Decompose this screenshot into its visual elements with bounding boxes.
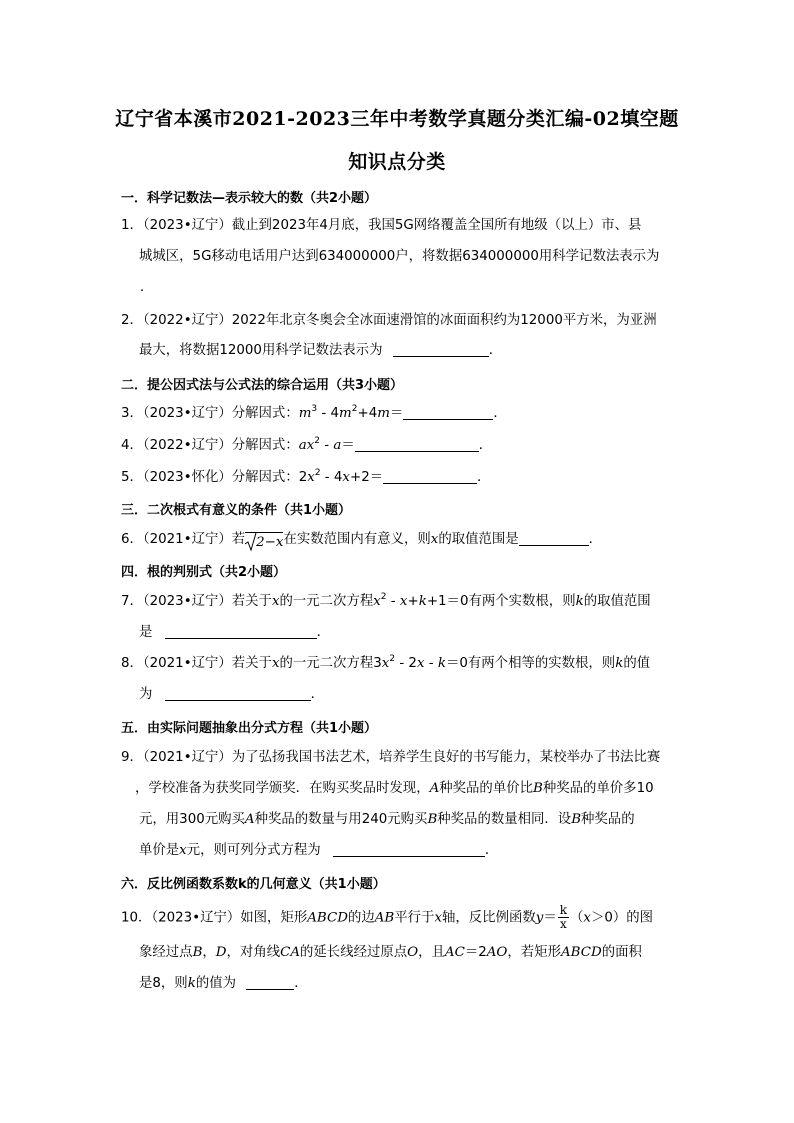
math-op: + — [407, 594, 419, 609]
question-number: 1． — [121, 218, 143, 233]
question-7-line-2 — [139, 623, 330, 643]
fraction — [558, 904, 569, 931]
math-op: - 4 — [320, 470, 343, 485]
question-text: 在实数范围内有意义，则 — [283, 532, 431, 547]
question-text: 的一元二次方程3 — [279, 656, 382, 671]
math-op: - — [386, 594, 400, 609]
question-number: 4． — [121, 438, 143, 453]
question-text: 是8，则 — [139, 976, 188, 991]
math-op: - 2 — [395, 656, 417, 671]
math-op: +2＝ — [349, 470, 384, 485]
math-op: ＝ — [341, 438, 355, 453]
question-number: 6． — [121, 532, 143, 547]
math-var: m — [339, 406, 352, 421]
answer-blank[interactable] — [333, 842, 485, 857]
math-var: x — [271, 594, 280, 609]
question-text: （2022•辽宁）分解因式： — [142, 438, 299, 453]
question-end: ． — [294, 976, 308, 991]
answer-blank[interactable] — [165, 624, 317, 639]
question-text: （2023•辽宁）截止到2023年4月底，我国5G网络覆盖全国所有地级（以上）市、县 — [142, 218, 642, 233]
math-op: （ — [570, 910, 584, 926]
question-end: ． — [488, 343, 503, 358]
question-5 — [121, 468, 491, 488]
math-var: m — [298, 406, 312, 421]
question-number: 3． — [121, 406, 143, 421]
question-text: ， — [202, 945, 216, 960]
math-var: O — [407, 945, 419, 960]
question-6 — [121, 530, 602, 553]
section-heading-6: 六．反比例函数系数k的几何意义（共1小题） — [121, 877, 386, 892]
math-var: A — [244, 812, 255, 827]
math-var: m — [377, 406, 390, 421]
question-text: ＝0有两个相等的实数根，则 — [445, 656, 616, 671]
question-text: 种奖品的数量相同．设 — [437, 812, 572, 827]
page-subtitle: 知识点分类 — [348, 151, 446, 173]
math-var: x — [430, 532, 439, 547]
question-text: 种奖品的 — [581, 812, 635, 827]
math-op: - — [424, 656, 438, 671]
question-text: ，学校准备为获奖同学颁奖．在购买奖品时发现， — [135, 781, 430, 796]
question-text: （2022•辽宁）2022年北京冬奥会全冰面速滑馆的冰面面积约为12000平方米，为亚洲 — [142, 313, 657, 328]
question-text: 最大，将数据12000用科学记数法表示为 — [139, 343, 383, 358]
denominator: x — [559, 917, 567, 931]
math-var: x — [271, 656, 280, 671]
question-text: （2021•辽宁）若 — [142, 532, 246, 547]
question-text: 的值 — [623, 656, 651, 671]
question-text: （2023•辽宁）如图，矩形 — [151, 910, 308, 926]
question-1 — [121, 216, 641, 236]
math-op: - 4 — [317, 406, 340, 421]
math-exp: 2 — [314, 436, 320, 446]
question-2 — [121, 311, 657, 331]
question-1-line-2: 城城区，5G移动电话用户达到634000000户，将数据634000000用科学记数法表示为 — [139, 249, 660, 264]
math-op: ＝2 — [464, 945, 487, 960]
question-9 — [121, 748, 660, 768]
math-var: B — [533, 781, 543, 796]
math-var: x — [342, 470, 350, 485]
question-text: ，且 — [418, 945, 445, 960]
math-var: AC — [444, 945, 465, 960]
math-var: x — [179, 843, 187, 858]
question-text: 种奖品的数量与用240元购买 — [254, 812, 428, 827]
math-op: ＝ — [389, 406, 404, 421]
question-text: ，对角线 — [226, 945, 281, 960]
question-3 — [121, 404, 507, 424]
question-number: 8． — [121, 656, 143, 671]
question-end: ． — [484, 843, 499, 858]
question-1-line-3: ． — [140, 280, 154, 295]
answer-blank[interactable] — [393, 342, 489, 357]
question-text: （2021•辽宁）为了弘扬我国书法艺术，培养学生良好的书写能力，某校举办了书法比赛 — [142, 750, 661, 765]
question-text: ＞0）的图 — [590, 910, 654, 926]
section-heading-4: 四．根的判别式（共2小题） — [121, 565, 287, 580]
question-text: +1＝0有两个实数根，则 — [426, 594, 576, 609]
question-text: （2023•怀化）分解因式： — [142, 470, 299, 485]
question-number: 2． — [121, 313, 143, 328]
question-9-line-3 — [139, 810, 635, 830]
question-number: 9． — [121, 750, 143, 765]
radical-sign-icon — [245, 532, 257, 552]
math-var: x — [381, 656, 390, 671]
answer-blank[interactable] — [355, 437, 479, 452]
math-var: ax — [298, 438, 315, 453]
question-text: 为 — [139, 687, 153, 702]
section-heading-5: 五．由实际问题抽象出分式方程（共1小题） — [121, 721, 378, 736]
question-text: （2021•辽宁）若关于 — [142, 656, 272, 671]
question-8-line-2 — [139, 685, 324, 705]
math-exp: 2 — [380, 592, 387, 602]
question-text: 的一元二次方程 — [279, 594, 374, 609]
question-number: 5． — [121, 470, 143, 485]
math-var: B — [427, 812, 438, 827]
question-text: 元，用300元购买 — [139, 812, 245, 827]
question-text: （2023•辽宁）分解因式： — [142, 406, 299, 421]
question-end: ． — [588, 532, 603, 547]
math-var: CA — [280, 945, 301, 960]
question-10 — [121, 904, 653, 931]
question-text: 象经过点 — [139, 945, 193, 960]
math-var: x — [434, 910, 443, 926]
answer-blank[interactable] — [165, 686, 311, 701]
question-text: 种奖品的单价多10 — [542, 781, 654, 796]
question-text: 单价是 — [139, 843, 180, 858]
math-var: x — [307, 470, 315, 485]
section-heading-2: 二．提公因式法与公式法的综合运用（共3小题） — [121, 378, 404, 393]
math-var: k — [575, 594, 584, 609]
math-var: x — [399, 594, 408, 609]
question-end: ． — [478, 438, 493, 453]
radicand: 2−x — [245, 532, 283, 553]
question-text: 的值为 — [195, 976, 236, 991]
math-exp: 2 — [389, 654, 396, 664]
math-var: k — [418, 594, 427, 609]
question-number: 10． — [121, 910, 152, 926]
question-8 — [121, 654, 650, 674]
math-op: ＝ — [543, 910, 557, 926]
numerator: k — [559, 903, 567, 917]
math-var: x — [583, 910, 591, 926]
math-var: B — [571, 812, 582, 827]
question-end: ． — [316, 625, 331, 640]
math-var: k — [187, 976, 196, 991]
question-9-line-4 — [139, 841, 498, 861]
question-text: 轴，反比例函数 — [442, 910, 536, 926]
question-number: 7． — [121, 594, 143, 609]
square-root — [245, 532, 283, 553]
math-var: AO — [486, 945, 508, 960]
question-text: 元，则可列分式方程为 — [186, 843, 321, 858]
section-heading-3: 三．二次根式有意义的条件（共1小题） — [121, 503, 352, 518]
math-op: - — [320, 438, 334, 453]
question-text: 的延长线经过原点 — [300, 945, 408, 960]
question-text: ，若矩形 — [507, 945, 561, 960]
question-10-line-2 — [139, 943, 642, 963]
math-var: A — [429, 781, 440, 796]
question-end: ． — [493, 406, 507, 421]
math-exp: 2 — [351, 404, 358, 414]
math-num: 2 — [298, 470, 308, 485]
answer-blank[interactable] — [246, 975, 294, 990]
math-var: ABCD — [560, 945, 602, 960]
question-text: 的面积 — [601, 945, 642, 960]
math-var: D — [215, 945, 227, 960]
math-var: x — [416, 656, 425, 671]
answer-blank[interactable] — [383, 469, 477, 484]
question-4 — [121, 436, 492, 456]
answer-blank[interactable] — [519, 531, 589, 546]
question-text: 的取值范围 — [583, 594, 651, 609]
math-exp: 2 — [314, 468, 321, 478]
question-10-line-3 — [139, 974, 308, 994]
question-text: 平行于 — [394, 910, 435, 926]
question-text: 是 — [139, 625, 153, 640]
question-9-line-2 — [135, 779, 654, 799]
math-var: B — [192, 945, 203, 960]
question-end: ． — [310, 687, 325, 702]
math-var: k — [437, 656, 446, 671]
question-text: （2023•辽宁）若关于 — [142, 594, 272, 609]
question-end: ． — [477, 470, 491, 485]
math-var: x — [373, 594, 381, 609]
math-var: y — [535, 910, 544, 926]
math-var: AB — [374, 910, 395, 926]
question-2-line-2 — [139, 341, 502, 361]
math-exp: 3 — [311, 404, 318, 414]
page-title: 辽宁省本溪市2021-2023三年中考数学真题分类汇编-02填空题 — [115, 108, 679, 130]
section-heading-1: 一．科学记数法—表示较大的数（共2小题） — [121, 191, 378, 206]
math-var: a — [333, 438, 342, 453]
question-7 — [121, 592, 651, 612]
math-var: ABCD — [307, 910, 348, 926]
math-op: +4 — [357, 406, 378, 421]
answer-blank[interactable] — [403, 405, 493, 420]
question-text: 的取值范围是 — [438, 532, 519, 547]
math-var: k — [615, 656, 624, 671]
question-text: 种奖品的单价比 — [439, 781, 533, 796]
question-text: 的边 — [347, 910, 375, 926]
